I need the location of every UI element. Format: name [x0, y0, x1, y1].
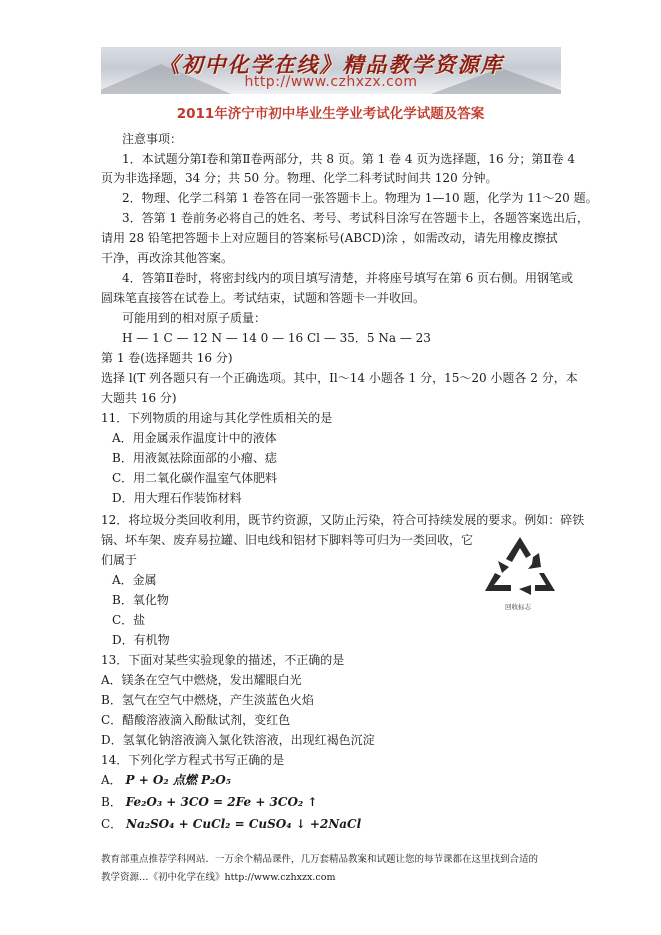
q14-equation-c: Na₂SO₄ + CuCl₂ = CuSO₄ ↓ +2NaCl: [126, 817, 362, 831]
q11-option-a: A．用金属汞作温度计中的液体: [112, 431, 277, 445]
header-banner: [101, 47, 561, 94]
notice-item-4: 4．答第Ⅱ卷时，将密封线内的项目填写清楚，并将座号填写在第 6 页右侧。用钢笔或: [122, 271, 574, 285]
q13-option-b: B．氢气在空气中燃烧，产生淡蓝色火焰: [101, 693, 314, 707]
footer-line-1: 教育部重点推荐学科网站．一万余个精品课件，几万套精品教案和试题让您的每节课都在这里找到合适的: [101, 854, 539, 865]
q11-option-b: B．用液氮祛除面部的小瘤、痣: [112, 451, 277, 465]
q14-option-b: [101, 793, 317, 812]
q12-option-b: B．氧化物: [112, 593, 169, 607]
q12-option-d: D．有机物: [112, 633, 170, 647]
q11-option-c: C．用二氧化碳作温室气体肥料: [112, 471, 278, 485]
document-title: 2011年济宁市初中毕业生学业考试化学试题及答案: [176, 106, 485, 122]
notice-heading: 注意事项：: [122, 132, 183, 146]
notice-item-2: 2．物理、化学二科第 1 卷答在同一张答题卡上。物理为 1—10 题，化学为 11～20 题。: [122, 191, 598, 205]
q14-option-c: [101, 815, 361, 834]
q12-option-c: C．盐: [112, 613, 146, 627]
atomic-mass-heading: 可能用到的相对原子质量：: [122, 311, 267, 325]
notice-item-3: 3．答第 1 卷前务必将自己的姓名、考号、考试科目涂写在答题卡上，各题答案选出后，: [122, 211, 589, 225]
q11-option-d: D．用大理石作装饰材料: [112, 491, 242, 505]
q14-option-c-label: C．: [101, 817, 123, 831]
question-13: 13．下面对某些实验现象的描述，不正确的是: [101, 653, 345, 667]
notice-item-3-cont: 请用 28 铅笔把答题卡上对应题目的答案标号(ABCD)涂 ，如需改动，请先用橡皮擦拭: [101, 231, 558, 245]
question-11: 11．下列物质的用途与其化学性质相关的是: [101, 411, 333, 425]
question-14: 14．下列化学方程式书写正确的是: [101, 753, 285, 767]
notice-item-3-cont2: 干净，再改涂其他答案。: [101, 251, 234, 265]
notice-item-4-cont: 圆珠笔直接答在试卷上。考试结束，试题和答题卡一并收回。: [101, 291, 426, 305]
section-1-instructions: 选择 l(T 列各题只有一个正确选项。其中，Il～14 小题各 1 分，15～20 小题各 2 分，本: [101, 371, 578, 385]
footer-line-2: 教学资源…《初中化学在线》http://www.czhxzx.com: [101, 872, 336, 883]
section-1-instructions-cont: 大题共 16 分): [101, 391, 177, 405]
atomic-mass-values: H — 1 C — 12 N — 14 0 — 16 Cl — 35．5 Na — 23: [122, 331, 431, 345]
recycle-icon: [481, 533, 559, 613]
question-12: 12．将垃圾分类回收利用，既节约资源，又防止污染，符合可持续发展的要求。例如：碎铁: [101, 513, 585, 527]
recycle-caption: 回收标志: [505, 603, 531, 611]
q14-option-a-label: A．: [101, 773, 122, 787]
question-12-cont: 锅、坏车架、废弃易拉罐、旧电线和铝材下脚料等可归为一类回收，它: [101, 533, 474, 547]
notice-item-1-cont: 页为非选择题，34 分；共 50 分。物理、化学二科考试时间共 120 分钟。: [101, 171, 498, 185]
notice-item-1: 1．本试题分第Ⅰ卷和第Ⅱ卷两部分，共 8 页。第 1 卷 4 页为选择题，16 分；第Ⅱ卷 4: [122, 152, 576, 166]
question-12-cont2: 们属于: [101, 553, 138, 567]
q13-option-a: A．镁条在空气中燃烧，发出耀眼白光: [101, 673, 302, 687]
banner-title: 《初中化学在线》精品教学资源库: [158, 52, 504, 77]
q14-option-a: [101, 771, 231, 790]
q14-option-b-label: B．: [101, 795, 122, 809]
q12-option-a: A．金属: [112, 573, 157, 587]
q14-equation-a: P + O₂ 点燃 P₂O₅: [125, 773, 231, 787]
banner-url[interactable]: http://www.czhxzx.com: [244, 74, 418, 90]
q14-equation-b: Fe₂O₃ + 3CO = 2Fe + 3CO₂ ↑: [125, 795, 318, 809]
q13-option-d: D．氢氧化钠溶液滴入氯化铁溶液，出现红褐色沉淀: [101, 733, 375, 747]
section-1-heading: 第 1 卷(选择题共 16 分): [101, 351, 233, 365]
q13-option-c: C．醋酸溶液滴入酚酞试剂，变红色: [101, 713, 291, 727]
